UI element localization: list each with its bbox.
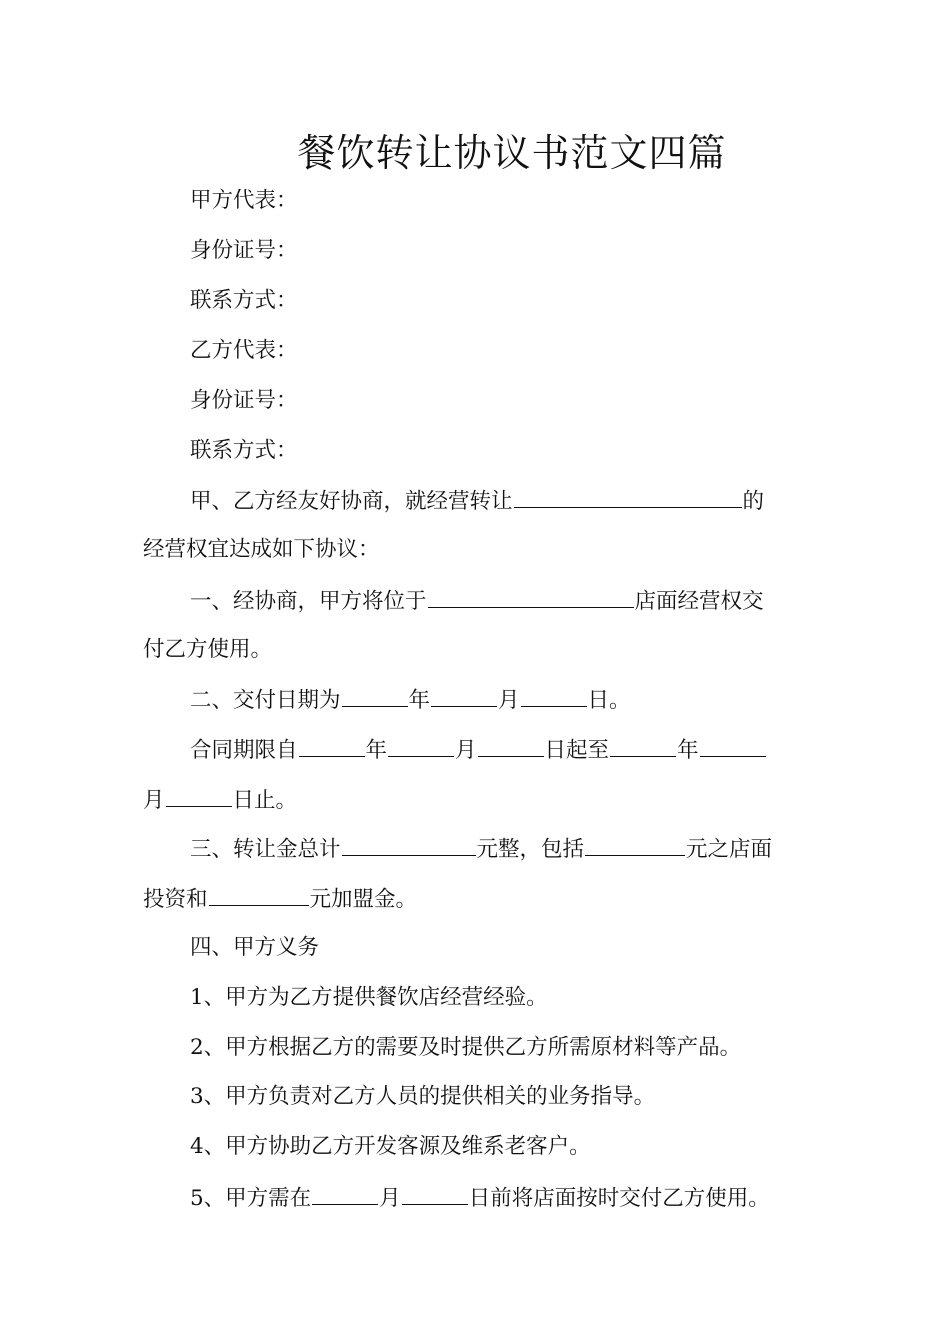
term-day-from-label: 日起至 <box>544 738 610 763</box>
year-label: 年 <box>365 738 388 763</box>
clause-3-text-c: 元之店面 <box>686 837 773 862</box>
party-a-representative: 甲方代表： <box>190 188 298 213</box>
party-b-contact: 联系方式： <box>190 438 298 463</box>
year-label: 年 <box>408 688 431 713</box>
contract-term-line1 <box>190 734 767 766</box>
term-start-month-blank <box>388 734 454 757</box>
franchise-fee-blank <box>209 883 309 906</box>
month-label: 月 <box>379 1186 401 1211</box>
party-a-id-number: 身份证号： <box>190 238 298 263</box>
term-end-month-blank <box>700 734 766 757</box>
duty-item-5 <box>190 1182 770 1214</box>
term-start-year-blank <box>299 734 365 757</box>
term-text: 合同期限自 <box>190 738 298 763</box>
handover-month-blank <box>312 1182 378 1205</box>
clause-2-delivery-date <box>190 684 631 716</box>
day-label: 日。 <box>587 688 631 713</box>
clause-3-text-e: 元加盟金。 <box>309 887 418 912</box>
intro-paragraph-line1 <box>190 485 764 517</box>
document-title: 餐饮转让协议书范文四篇 <box>297 131 727 175</box>
clause-1-text: 一、经协商，甲方将位于 <box>190 589 427 614</box>
clause-4-heading: 四、甲方义务 <box>190 935 320 960</box>
handover-day-blank <box>402 1182 468 1205</box>
clause-1-text-b: 店面经营权交 <box>634 589 764 614</box>
store-location-blank <box>428 585 634 608</box>
duty-item-4: 4、甲方协助乙方开发客源及维系老客户。 <box>190 1134 591 1159</box>
intro-text-end: 的 <box>742 489 765 514</box>
term-end-day-blank <box>166 784 232 807</box>
store-investment-blank <box>585 833 685 856</box>
contract-term-line2 <box>143 784 297 816</box>
term-end-year-blank <box>610 734 676 757</box>
duty-5-text-b: 日前将店面按时交付乙方使用。 <box>468 1186 770 1211</box>
duty-item-3: 3、甲方负责对乙方人员的提供相关的业务指导。 <box>190 1084 656 1109</box>
clause-3-text: 三、转让金总计 <box>190 837 341 862</box>
business-name-blank <box>514 485 742 508</box>
delivery-year-blank <box>342 684 408 707</box>
month-label: 月 <box>498 688 520 713</box>
delivery-month-blank <box>431 684 497 707</box>
clause-3-text-d: 投资和 <box>143 887 208 912</box>
clause-3-text-b: 元整，包括 <box>476 837 585 862</box>
month-label: 月 <box>143 788 165 813</box>
year-label: 年 <box>677 738 699 763</box>
clause-1-line1 <box>190 585 764 617</box>
duty-item-2: 2、甲方根据乙方的需要及时提供乙方所需原材料等产品。 <box>190 1035 742 1060</box>
clause-3-line2 <box>143 883 417 915</box>
party-b-id-number: 身份证号： <box>190 388 298 413</box>
intro-paragraph-line2: 经营权宜达成如下协议： <box>143 537 380 562</box>
duty-item-1: 1、甲方为乙方提供餐饮店经营经验。 <box>190 985 548 1010</box>
transfer-fee-total-blank <box>342 833 476 856</box>
party-b-representative: 乙方代表： <box>190 338 298 363</box>
clause-2-text: 二、交付日期为 <box>190 688 341 713</box>
clause-3-line1 <box>190 833 772 865</box>
party-a-contact: 联系方式： <box>190 288 298 313</box>
delivery-day-blank <box>521 684 587 707</box>
clause-1-line2: 付乙方使用。 <box>143 637 273 662</box>
duty-5-text: 5、甲方需在 <box>190 1186 312 1211</box>
intro-text: 甲、乙方经友好协商，就经营转让 <box>190 489 513 514</box>
term-end-label: 日止。 <box>232 788 298 813</box>
month-label: 月 <box>455 738 477 763</box>
term-start-day-blank <box>478 734 544 757</box>
